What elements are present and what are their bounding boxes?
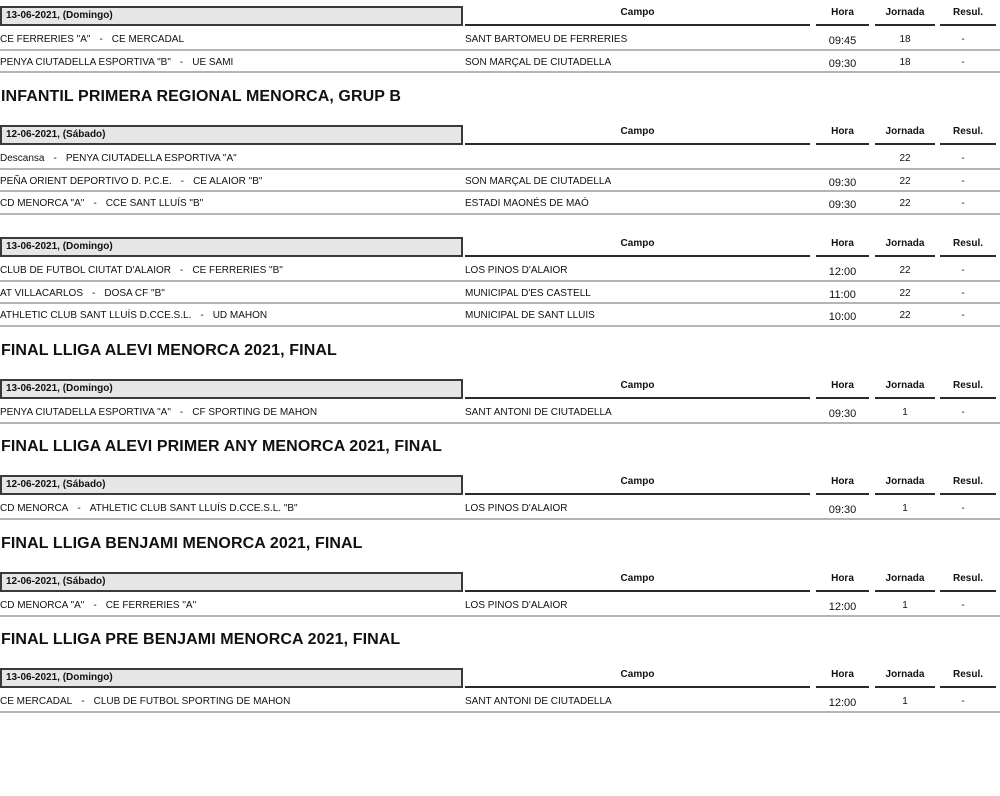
away-team: CCE SANT LLUÍS "B" xyxy=(105,198,204,209)
hora-value: 09:45 xyxy=(828,35,857,47)
group-header xyxy=(0,6,1000,28)
column-header-campo: Campo xyxy=(465,379,810,399)
jornada-value: 1 xyxy=(902,503,908,514)
jornada-value: 22 xyxy=(899,198,911,209)
match-row xyxy=(0,304,1000,327)
date-header: 13-06-2021, (Domingo) xyxy=(0,237,463,257)
campo-value: MUNICIPAL D'ES CASTELL xyxy=(465,287,591,299)
column-header-resul: Resul. xyxy=(940,125,996,145)
match-group xyxy=(0,6,1000,73)
column-header-jornada: Jornada xyxy=(875,379,935,399)
column-header-campo: Campo xyxy=(465,6,810,26)
away-team: CE MERCADAL xyxy=(111,34,185,45)
match-teams xyxy=(0,34,184,45)
section-title: FINAL LLIGA ALEVI PRIMER ANY MENORCA 2021, FINAL xyxy=(1,438,442,455)
hora-value: 09:30 xyxy=(828,176,857,189)
group-header xyxy=(0,668,1000,690)
resul-value: - xyxy=(961,310,965,321)
home-team: CD MENORCA "A" xyxy=(0,198,85,209)
column-header-resul: Resul. xyxy=(940,379,996,399)
team-separator: - xyxy=(92,287,96,299)
resul-value: - xyxy=(961,287,965,299)
home-team: CD MENORCA "A" xyxy=(0,600,85,611)
home-team: CE MERCADAL xyxy=(0,696,73,707)
resul-value: - xyxy=(961,56,965,68)
column-header-hora: Hora xyxy=(816,475,869,495)
campo-value: SON MARÇAL DE CIUTADELLA xyxy=(465,56,612,68)
column-header-resul: Resul. xyxy=(940,668,996,688)
resul-value: - xyxy=(961,198,965,209)
away-team: DOSA CF "B" xyxy=(104,287,165,299)
team-separator: - xyxy=(179,407,184,418)
date-header: 13-06-2021, (Domingo) xyxy=(0,6,463,26)
section-title: FINAL LLIGA BENJAMI MENORCA 2021, FINAL xyxy=(1,535,363,552)
jornada-value: 22 xyxy=(899,265,911,276)
campo-value: SON MARÇAL DE CIUTADELLA xyxy=(465,175,612,187)
column-header-jornada: Jornada xyxy=(875,6,935,26)
campo-value: SANT BARTOMEU DE FERRERIES xyxy=(465,34,628,45)
home-team: PENYA CIUTADELLA ESPORTIVA "B" xyxy=(0,56,171,68)
column-header-campo: Campo xyxy=(465,475,810,495)
column-header-resul: Resul. xyxy=(940,572,996,592)
resul-value: - xyxy=(961,600,965,611)
resul-value: - xyxy=(961,175,965,187)
match-row xyxy=(0,259,1000,282)
match-row xyxy=(0,594,1000,617)
group-header xyxy=(0,475,1000,497)
campo-value: SANT ANTONI DE CIUTADELLA xyxy=(465,407,612,418)
match-row xyxy=(0,282,1000,305)
section-title: FINAL LLIGA ALEVI MENORCA 2021, FINAL xyxy=(1,342,337,359)
away-team: CE FERRERIES "B" xyxy=(192,265,283,276)
jornada-value: 22 xyxy=(899,153,911,164)
match-teams xyxy=(0,288,165,299)
hora-value: 11:00 xyxy=(829,288,856,301)
team-separator: - xyxy=(179,56,184,68)
column-header-campo: Campo xyxy=(465,237,810,257)
away-team: CF SPORTING DE MAHON xyxy=(192,407,318,418)
group-header xyxy=(0,237,1000,259)
hora-value: 10:00 xyxy=(828,311,857,323)
column-header-resul: Resul. xyxy=(940,237,996,257)
jornada-value: 22 xyxy=(899,287,911,299)
home-team: PEÑA ORIENT DEPORTIVO D. P.C.E. xyxy=(0,175,172,187)
column-header-resul: Resul. xyxy=(940,475,996,495)
match-teams xyxy=(0,176,262,187)
column-header-campo: Campo xyxy=(465,668,810,688)
column-header-hora: Hora xyxy=(816,237,869,257)
column-header-hora: Hora xyxy=(816,125,869,145)
hora-value: 12:00 xyxy=(828,601,857,613)
date-header: 12-06-2021, (Sábado) xyxy=(0,475,463,495)
hora-value: 09:30 xyxy=(828,57,857,70)
column-header-campo: Campo xyxy=(465,125,810,145)
column-header-jornada: Jornada xyxy=(875,572,935,592)
campo-value: LOS PINOS D'ALAIOR xyxy=(465,600,568,611)
section-title: INFANTIL PRIMERA REGIONAL MENORCA, GRUP B xyxy=(1,88,401,105)
team-separator: - xyxy=(81,696,85,707)
match-teams xyxy=(0,57,233,68)
resul-value: - xyxy=(961,34,965,45)
match-teams xyxy=(0,407,317,418)
column-header-jornada: Jornada xyxy=(875,475,935,495)
match-row xyxy=(0,690,1000,713)
hora-value: 09:30 xyxy=(828,408,857,420)
team-separator: - xyxy=(77,503,81,514)
hora-value: 12:00 xyxy=(828,697,857,709)
jornada-value: 1 xyxy=(902,600,908,611)
team-separator: - xyxy=(180,265,184,276)
team-separator: - xyxy=(93,600,97,611)
match-row xyxy=(0,497,1000,520)
away-team: UE SAMI xyxy=(192,56,234,68)
away-team: ATHLETIC CLUB SANT LLUÍS D.CCE.S.L. "B" xyxy=(89,503,298,514)
match-teams xyxy=(0,696,290,707)
away-team: UD MAHON xyxy=(212,310,268,321)
date-header: 12-06-2021, (Sábado) xyxy=(0,125,463,145)
column-header-hora: Hora xyxy=(816,668,869,688)
jornada-value: 22 xyxy=(899,310,911,321)
column-header-campo: Campo xyxy=(465,572,810,592)
match-row xyxy=(0,192,1000,215)
column-header-resul: Resul. xyxy=(940,6,996,26)
match-row xyxy=(0,51,1000,74)
match-teams xyxy=(0,153,237,164)
away-team: PENYA CIUTADELLA ESPORTIVA "A" xyxy=(65,153,237,164)
match-group xyxy=(0,572,1000,617)
jornada-value: 1 xyxy=(902,696,908,707)
away-team: CE ALAIOR "B" xyxy=(193,175,263,187)
home-team: CD MENORCA xyxy=(0,503,69,514)
home-team: PENYA CIUTADELLA ESPORTIVA "A" xyxy=(0,407,171,418)
jornada-value: 18 xyxy=(899,34,911,45)
campo-value: ESTADI MAONÉS DE MAÓ xyxy=(465,198,589,209)
match-group xyxy=(0,237,1000,327)
team-separator: - xyxy=(180,175,185,187)
hora-value: 12:00 xyxy=(828,266,857,278)
group-header xyxy=(0,379,1000,401)
resul-value: - xyxy=(961,407,965,418)
jornada-value: 18 xyxy=(899,56,911,68)
date-header: 13-06-2021, (Domingo) xyxy=(0,379,463,399)
section-title: FINAL LLIGA PRE BENJAMI MENORCA 2021, FINAL xyxy=(1,631,401,648)
match-group xyxy=(0,475,1000,520)
away-team: CLUB DE FUTBOL SPORTING DE MAHON xyxy=(93,696,291,707)
match-group xyxy=(0,379,1000,424)
resul-value: - xyxy=(961,153,965,164)
match-teams xyxy=(0,265,283,276)
match-teams xyxy=(0,600,196,611)
team-separator: - xyxy=(93,198,97,209)
date-header: 12-06-2021, (Sábado) xyxy=(0,572,463,592)
away-team: CE FERRERIES "A" xyxy=(105,600,197,611)
match-teams xyxy=(0,503,298,514)
match-group xyxy=(0,125,1000,215)
match-row xyxy=(0,147,1000,170)
home-team: Descansa xyxy=(0,153,45,164)
team-separator: - xyxy=(200,310,204,321)
home-team: CE FERRERIES "A" xyxy=(0,34,91,45)
column-header-hora: Hora xyxy=(816,379,869,399)
jornada-value: 22 xyxy=(899,175,911,187)
team-separator: - xyxy=(53,153,57,164)
match-row xyxy=(0,401,1000,424)
match-group xyxy=(0,668,1000,713)
team-separator: - xyxy=(99,34,103,45)
match-row xyxy=(0,28,1000,51)
match-teams xyxy=(0,198,203,209)
group-header xyxy=(0,572,1000,594)
campo-value: LOS PINOS D'ALAIOR xyxy=(465,265,568,276)
campo-value: MUNICIPAL DE SANT LLUIS xyxy=(465,310,595,321)
resul-value: - xyxy=(961,503,965,514)
resul-value: - xyxy=(961,696,965,707)
hora-value: 09:30 xyxy=(828,504,857,516)
column-header-jornada: Jornada xyxy=(875,237,935,257)
home-team: ATHLETIC CLUB SANT LLUÍS D.CCE.S.L. xyxy=(0,310,192,321)
campo-value: SANT ANTONI DE CIUTADELLA xyxy=(465,696,612,707)
campo-value: LOS PINOS D'ALAIOR xyxy=(465,503,568,514)
column-header-jornada: Jornada xyxy=(875,125,935,145)
match-row xyxy=(0,170,1000,193)
column-header-hora: Hora xyxy=(816,572,869,592)
column-header-hora: Hora xyxy=(816,6,869,26)
resul-value: - xyxy=(961,265,965,276)
hora-value: 09:30 xyxy=(828,199,857,211)
home-team: CLUB DE FUTBOL CIUTAT D'ALAIOR xyxy=(0,265,172,276)
jornada-value: 1 xyxy=(902,407,908,418)
column-header-jornada: Jornada xyxy=(875,668,935,688)
home-team: AT VILLACARLOS xyxy=(0,287,83,299)
date-header: 13-06-2021, (Domingo) xyxy=(0,668,463,688)
match-teams xyxy=(0,310,267,321)
group-header xyxy=(0,125,1000,147)
